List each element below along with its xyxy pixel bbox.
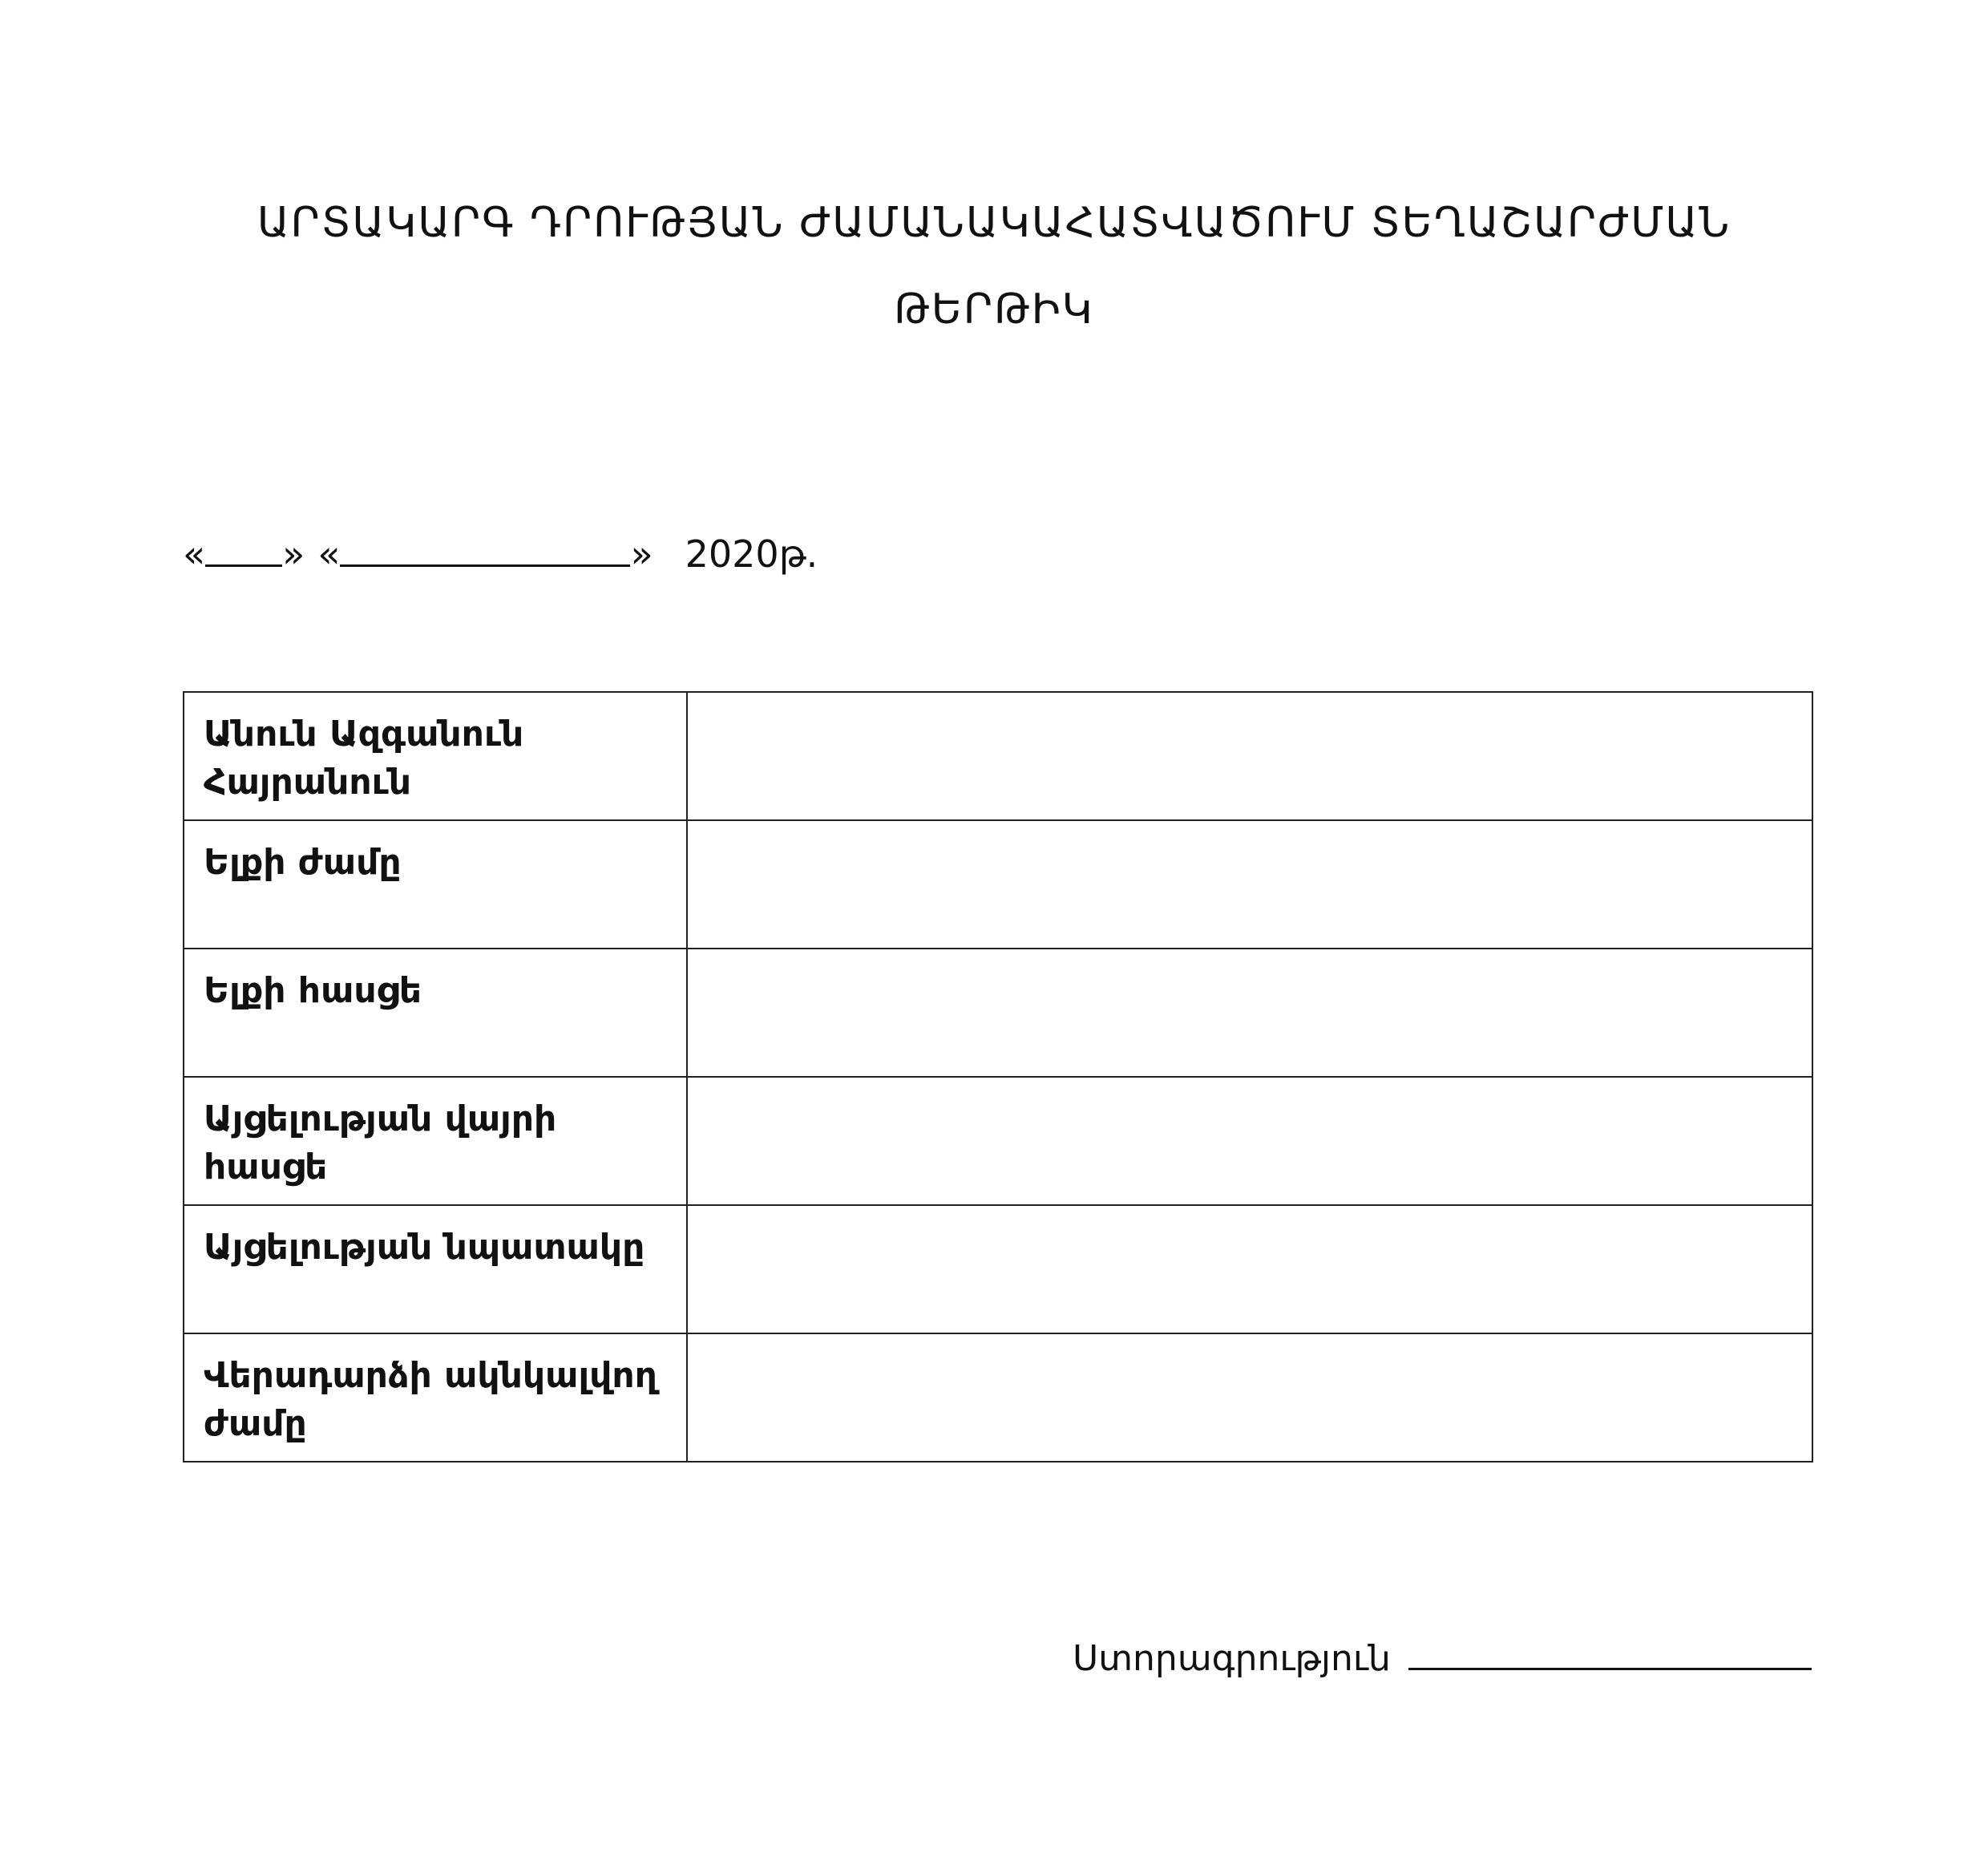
departure-address-label: Ելքի հասցե [184,949,687,1077]
date-line [183,531,818,576]
form-row-visit-purpose [184,1205,1812,1333]
expected-return-time-label: Վերադարձի ակնկալվող ժամը [184,1333,687,1462]
visit-address-label: Այցելության վայրի հասցե [184,1077,687,1205]
form-row-departure-time [184,820,1812,949]
signature-line-field[interactable] [1408,1636,1812,1670]
signature-label: Ստորագրություն [1073,1638,1391,1679]
departure-time-field[interactable] [687,820,1812,949]
document-title-line-2: ԹԵՐԹԻԿ [894,285,1094,334]
form-row-departure-address [184,949,1812,1077]
full-name-label: Անուն Ազգանուն Հայրանուն [184,692,687,820]
day-open-quote: « [183,532,206,576]
month-open-quote: « [317,532,341,576]
visit-purpose-label: Այցելության նպատակը [184,1205,687,1333]
form-row-visit-address [184,1077,1812,1205]
month-close-quote: » [630,532,653,576]
departure-time-label: Ելքի ժամը [184,820,687,949]
year-text: 2020թ. [685,532,818,576]
visit-purpose-field[interactable] [687,1205,1812,1333]
expected-return-time-field[interactable] [687,1333,1812,1462]
visit-address-field[interactable] [687,1077,1812,1205]
month-blank-field[interactable] [340,531,630,567]
trip-form-table [183,691,1813,1463]
departure-address-field[interactable] [687,949,1812,1077]
full-name-field[interactable] [687,692,1812,820]
day-close-quote: » [282,532,305,576]
signature-block [1073,1636,1812,1679]
day-blank-field[interactable] [205,531,282,567]
form-row-expected-return-time [184,1333,1812,1462]
document-title-line-1: ԱՐՏԱԿԱՐԳ ԴՐՈՒԹՅԱՆ ԺԱՄԱՆԱԿԱՀԱՏՎԱԾՈՒՄ ՏԵՂԱՇԱՐԺՄԱՆ [257,199,1731,247]
form-row-full-name [184,692,1812,820]
